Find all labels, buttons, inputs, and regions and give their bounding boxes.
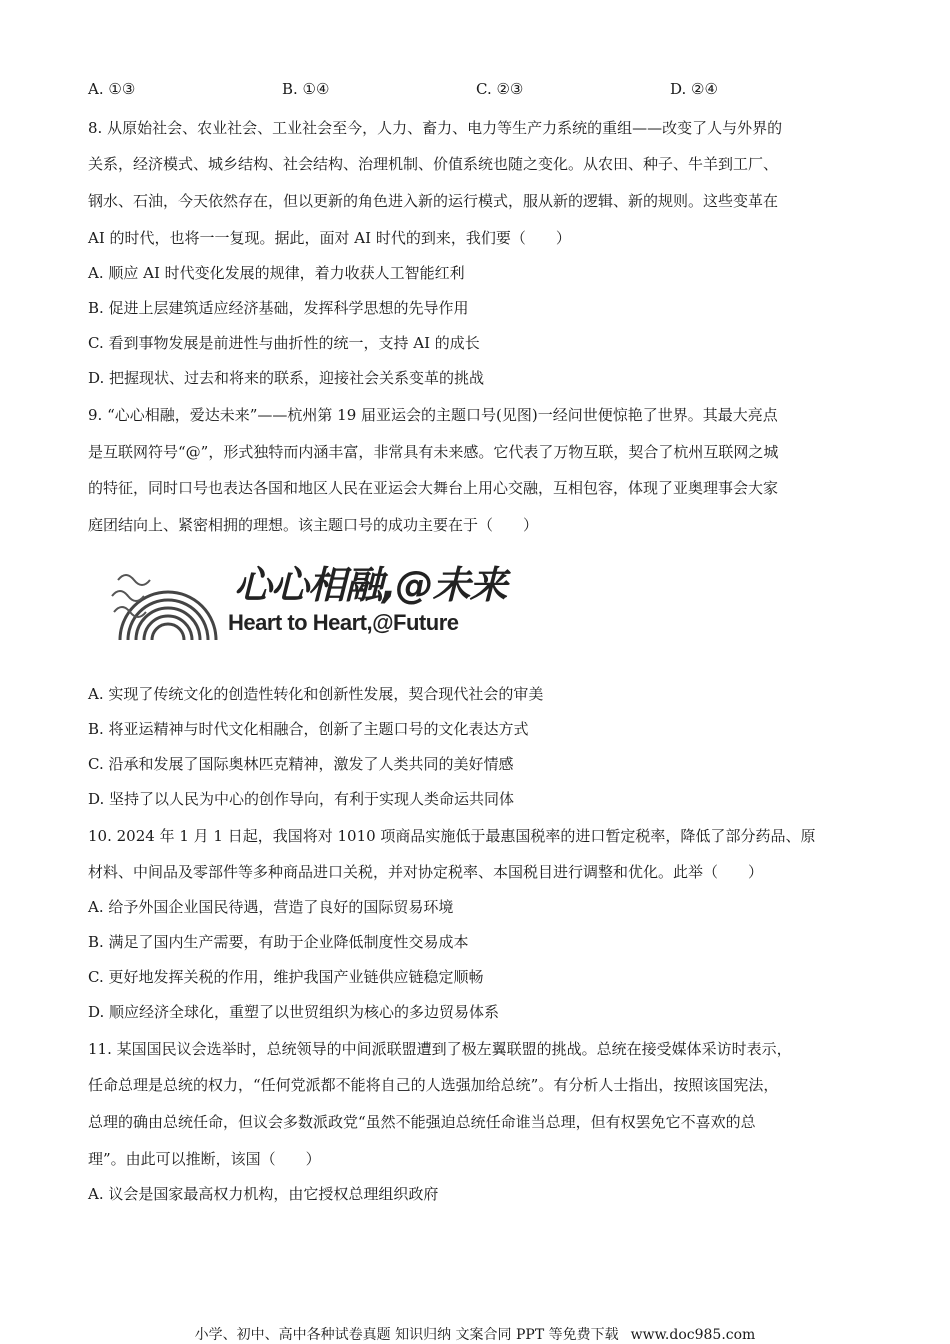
q9-stem-line: 9. “心心相融，爱达未来”——杭州第 19 届亚运会的主题口号(见图)一经问世便惊艳了世界。其最大亮点: [88, 406, 778, 424]
q9-option-d: D. 坚持了以人民为中心的创作导向，有利于实现人类命运共同体: [88, 790, 515, 808]
q10-option-c: C. 更好地发挥关税的作用，维护我国产业链供应链稳定顺畅: [88, 968, 484, 986]
q8-stem-line: 钢水、石油，今天依然存在，但以更新的角色进入新的运行模式，服从新的逻辑、新的规则。这些变革在: [88, 192, 779, 210]
q9-option-a: A. 实现了传统文化的创造性转化和创新性发展，契合现代社会的审美: [88, 685, 544, 703]
q11-stem-line: 11. 某国国民议会选举时，总统领导的中间派联盟遭到了极左翼联盟的挑战。总统在接受媒体采访时表示，: [88, 1040, 792, 1058]
q8-option-c: C. 看到事物发展是前进性与曲折性的统一，支持 AI 的成长: [88, 334, 480, 352]
q7-option-a: A. ①③: [88, 80, 136, 98]
q8-option-a: A. 顺应 AI 时代变化发展的规律，着力收获人工智能红利: [88, 264, 465, 282]
q8-stem-line: 8. 从原始社会、农业社会、工业社会至今，人力、畜力、电力等生产力系统的重组——改变了人与外界的: [88, 119, 783, 137]
q7-options-row: [88, 80, 788, 102]
slogan-chinese: 心心相融,@未来: [234, 563, 507, 607]
q8-option-d: D. 把握现状、过去和将来的联系，迎接社会关系变革的挑战: [88, 369, 485, 387]
q11-option-a: A. 议会是国家最高权力机构，由它授权总理组织政府: [88, 1185, 439, 1203]
q7-option-b: B. ①④: [282, 80, 330, 98]
q11-stem-line: 总理的确由总统任命，但议会多数派政党“虽然不能强迫总统任命谁当总理，但有权罢免它不喜欢的总: [88, 1113, 756, 1131]
q7-option-d: D. ②④: [670, 80, 718, 98]
q8-option-b: B. 促进上层建筑适应经济基础，发挥科学思想的先导作用: [88, 299, 469, 317]
q9-stem-line: 庭团结向上、紧密相拥的理想。该主题口号的成功主要在于（ ）: [88, 516, 539, 534]
footer-site-link[interactable]: www.doc985.com: [630, 1327, 756, 1343]
q10-option-a: A. 给予外国企业国民待遇，营造了良好的国际贸易环境: [88, 898, 454, 916]
q9-stem-line: 是互联网符号“@”，形式独特而内涵丰富，非常具有未来感。它代表了万物互联，契合了杭州互联网之城: [88, 443, 779, 461]
q9-option-c: C. 沿承和发展了国际奥林匹克精神，激发了人类共同的美好情感: [88, 755, 514, 773]
q8-stem-line: 关系，经济模式、城乡结构、社会结构、治理机制、价值系统也随之变化。从农田、种子、牛羊到工厂、: [88, 155, 779, 173]
q7-option-c: C. ②③: [476, 80, 524, 98]
q9-stem-line: 的特征，同时口号也表达各国和地区人民在亚运会大舞台上用心交融，互相包容，体现了亚奥理事会大家: [88, 479, 779, 497]
q11-stem-line: 任命总理是总统的权力，“任何党派都不能将自己的人选强加给总统”。有分析人士指出，按照该国宪法，: [88, 1076, 779, 1094]
q9-option-b: B. 将亚运精神与时代文化相融合，创新了主题口号的文化表达方式: [88, 720, 529, 738]
q10-stem-line: 10. 2024 年 1 月 1 日起，我国将对 1010 项商品实施低于最惠国税率的进口暂定税率，降低了部分药品、原: [88, 827, 816, 845]
footer-text: 小学、初中、高中各种试卷真题 知识归纳 文案合同 PPT 等免费下载: [194, 1327, 619, 1343]
asian-games-slogan-logo: [110, 548, 507, 648]
q10-stem-line: 材料、中间品及零部件等多种商品进口关税，并对协定税率、本国税目进行调整和优化。此举（ ）: [88, 863, 764, 881]
page-footer: [0, 1324, 950, 1344]
slogan-english: Heart to Heart,@Future: [228, 610, 459, 635]
q11-stem-line: 理”。由此可以推断，该国（ ）: [88, 1150, 321, 1168]
q10-option-d: D. 顺应经济全球化，重塑了以世贸组织为核心的多边贸易体系: [88, 1003, 500, 1021]
rainbow-emblem-icon: [110, 552, 220, 648]
q8-stem-line: AI 的时代，也将一一复现。据此，面对 AI 时代的到来，我们要（ ）: [88, 229, 571, 247]
q10-option-b: B. 满足了国内生产需要，有助于企业降低制度性交易成本: [88, 933, 469, 951]
